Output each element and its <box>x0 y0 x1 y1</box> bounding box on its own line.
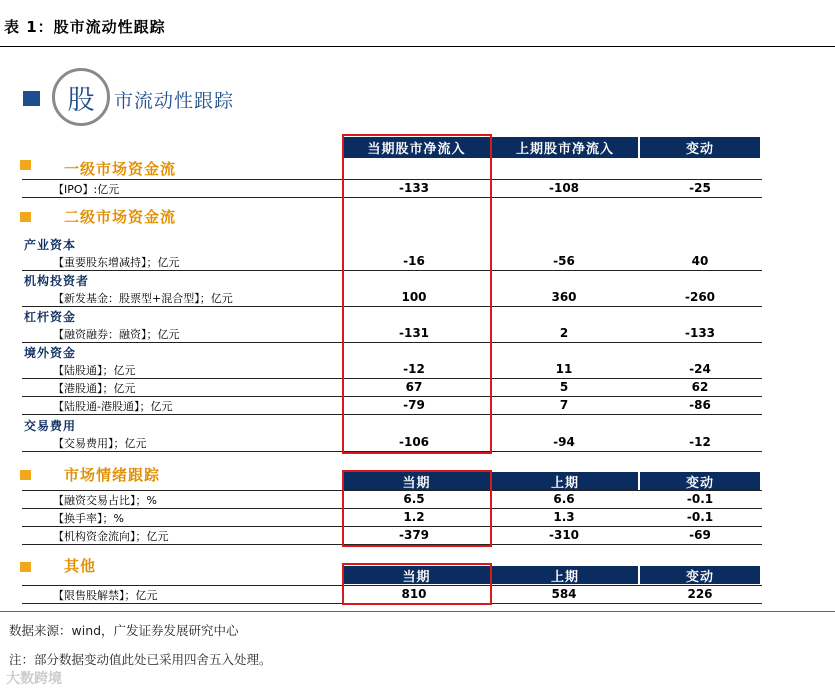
table-caption: 表 1：股市流动性跟踪 <box>4 18 166 36</box>
row-current: 67 <box>405 380 423 394</box>
col-header-change: 变动 <box>640 472 760 490</box>
row-label: 【IPO】:亿元 <box>53 183 120 196</box>
row-previous: 11 <box>555 362 573 376</box>
row-change: -86 <box>689 398 711 412</box>
section-title-primary: 一级市场资金流 <box>64 160 177 178</box>
section-title-sentiment: 市场情绪跟踪 <box>64 466 161 484</box>
footnote: 注：部分数据变动值此处已采用四舍五入处理。 <box>9 652 272 667</box>
row-previous: 7 <box>559 398 569 412</box>
section-square-icon <box>20 562 31 572</box>
row-label: 【限售股解禁】；亿元 <box>53 589 158 602</box>
row-change: -12 <box>689 435 711 449</box>
group-title-fees: 交易费用 <box>24 419 77 433</box>
section-title-other: 其他 <box>64 557 97 575</box>
row-previous: -108 <box>548 181 580 195</box>
row-previous: -56 <box>553 254 575 268</box>
watermark: 大数跨境 <box>6 671 62 687</box>
row-current: 6.5 <box>403 492 425 506</box>
row-previous: -310 <box>548 528 580 542</box>
row-label: 【机构资金流向】；亿元 <box>53 530 169 543</box>
row-label: 【融资交易占比】；% <box>53 494 157 507</box>
row-current: -12 <box>403 362 425 376</box>
row-current: 100 <box>401 290 427 304</box>
col-header-current: 当期 <box>343 472 490 490</box>
row-current: -133 <box>398 181 430 195</box>
footer-rule <box>0 611 835 612</box>
row-change: 40 <box>691 254 709 268</box>
row-previous: 2 <box>559 326 569 340</box>
row-previous: 5 <box>559 380 569 394</box>
row-current: -131 <box>398 326 430 340</box>
row-change: 226 <box>687 587 713 601</box>
group-title-industry: 产业资本 <box>24 238 77 252</box>
row-current: -16 <box>403 254 425 268</box>
row-label: 【陆股通】；亿元 <box>53 364 136 377</box>
col-header-previous: 上期 <box>492 566 638 584</box>
group-title-foreign: 境外资金 <box>24 346 77 360</box>
row-label: 【融资融券：融资】；亿元 <box>53 328 180 341</box>
row-change: -260 <box>684 290 716 304</box>
col-header-previous: 上期 <box>492 472 638 490</box>
row-change: -24 <box>689 362 711 376</box>
source-note: 数据来源：wind，广发证券发展研究中心 <box>9 623 239 638</box>
col-header-previous: 上期股市净流入 <box>492 137 638 158</box>
row-change: -69 <box>689 528 711 542</box>
col-header-change: 变动 <box>640 566 760 584</box>
section-square-icon <box>20 160 31 170</box>
row-label: 【陆股通-港股通】；亿元 <box>53 400 173 413</box>
row-change: -133 <box>684 326 716 340</box>
row-change: -25 <box>689 181 711 195</box>
header-square-icon <box>23 91 40 106</box>
col-header-current: 当期股市净流入 <box>343 137 490 158</box>
section-square-icon <box>20 212 31 222</box>
row-change: -0.1 <box>686 510 714 524</box>
row-previous: 1.3 <box>553 510 575 524</box>
row-change: -0.1 <box>686 492 714 506</box>
row-label: 【港股通】；亿元 <box>53 382 136 395</box>
row-current: -379 <box>398 528 430 542</box>
row-current: 1.2 <box>403 510 425 524</box>
row-current: -106 <box>398 435 430 449</box>
row-previous: 6.6 <box>553 492 575 506</box>
header-title: 市流动性跟踪 <box>114 90 235 112</box>
group-title-leverage: 杠杆资金 <box>24 310 77 324</box>
row-label: 【换手率】；% <box>53 512 124 525</box>
section-square-icon <box>20 470 31 480</box>
caption-rule <box>0 46 835 47</box>
section-title-secondary: 二级市场资金流 <box>64 208 177 226</box>
highlight-box-other <box>342 563 492 605</box>
highlight-box-sentiment <box>342 470 492 547</box>
header-circle-char: 股 <box>52 68 110 126</box>
row-previous: -94 <box>553 435 575 449</box>
highlight-box-current <box>342 134 492 454</box>
col-header-change: 变动 <box>640 137 760 158</box>
row-label: 【新发基金：股票型+混合型】；亿元 <box>53 292 233 305</box>
row-previous: 360 <box>551 290 577 304</box>
row-change: 62 <box>691 380 709 394</box>
group-title-institution: 机构投资者 <box>24 274 90 288</box>
row-previous: 584 <box>551 587 577 601</box>
row-current: -79 <box>403 398 425 412</box>
row-label: 【重要股东增减持】；亿元 <box>53 256 180 269</box>
row-label: 【交易费用】；亿元 <box>53 437 147 450</box>
row-current: 810 <box>401 587 427 601</box>
col-header-current: 当期 <box>343 566 490 584</box>
